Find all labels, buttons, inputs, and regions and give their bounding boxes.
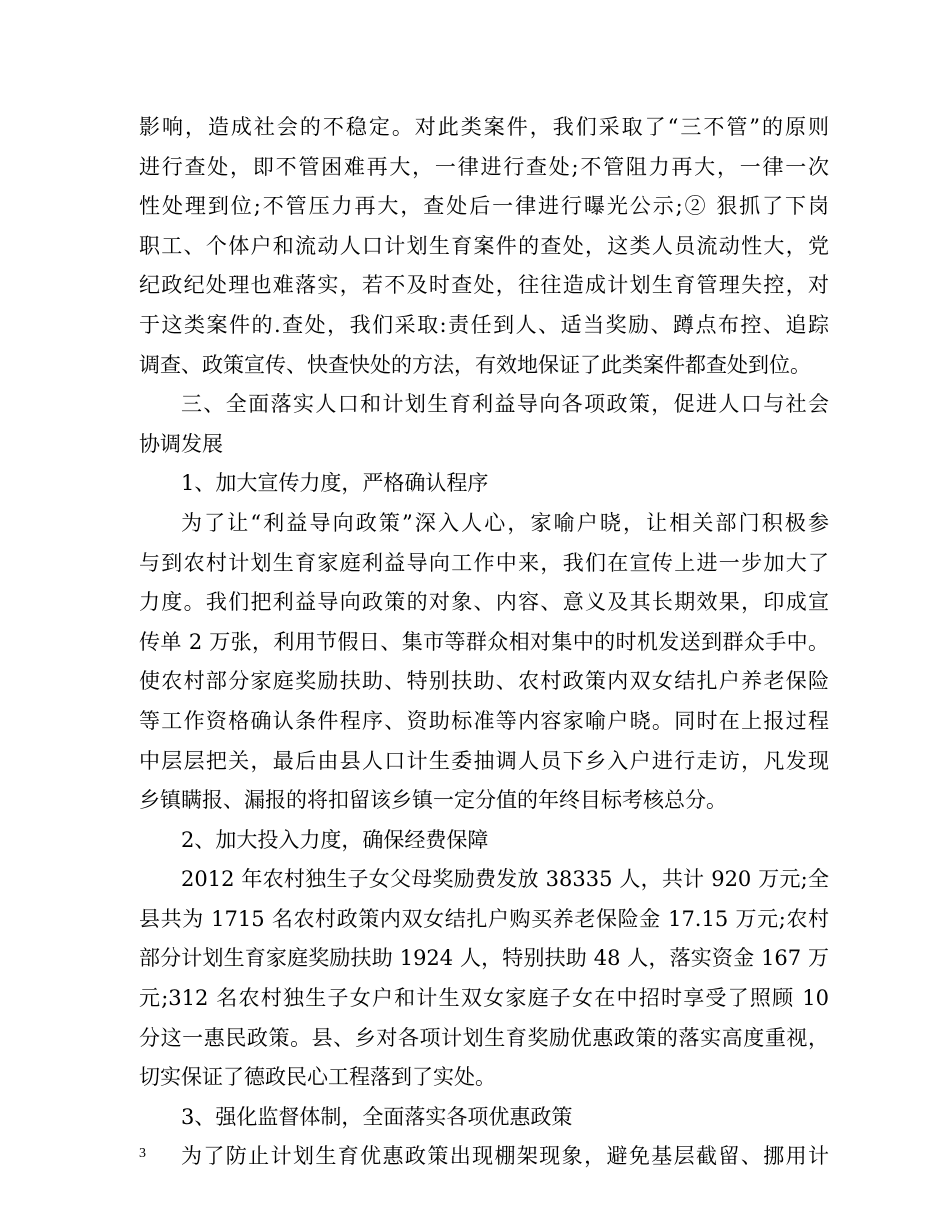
text-line: 纪政纪处理也难落实，若不及时查处，往往造成计划生育管理失控，对 <box>139 273 829 298</box>
text-line: 与到农村计划生育家庭利益导向工作中来，我们在宣传上进一步加大了 <box>139 550 829 575</box>
text-line: 2、加大投入力度，确保经费保障 <box>181 827 489 852</box>
text-line: 部分计划生育家庭奖励扶助 1924 人，特别扶助 48 人，落实资金 167 万 <box>139 946 829 971</box>
text-line: 县共为 1715 名农村政策内双女结扎户购买养老保险金 17.15 万元;农村 <box>139 906 829 931</box>
text-line: 中层层把关，最后由县人口计生委抽调人员下乡入户进行走访，凡发现 <box>139 748 829 773</box>
text-line: 调查、政策宣传、快查快处的方法，有效地保证了此类案件都查处到位。 <box>139 352 811 377</box>
text-line: 使农村部分家庭奖励扶助、特别扶助、农村政策内双女结扎户养老保险 <box>139 669 829 694</box>
text-line: 1、加大宣传力度，严格确认程序 <box>181 471 489 496</box>
text-line: 为了防止计划生育优惠政策出现棚架现象，避免基层截留、挪用计 <box>181 1144 829 1169</box>
text-line: 切实保证了德政民心工程落到了实处。 <box>139 1065 496 1090</box>
text-line: 职工、个体户和流动人口计划生育案件的查处，这类人员流动性大，党 <box>139 233 829 258</box>
text-line: 等工作资格确认条件程序、资助标准等内容家喻户晓。同时在上报过程 <box>139 708 829 733</box>
text-line: 3、强化监督体制，全面落实各项优惠政策 <box>181 1104 573 1129</box>
text-line: 力度。我们把利益导向政策的对象、内容、意义及其长期效果，印成宣 <box>139 590 829 615</box>
text-line: 性处理到位;不管压力再大，查处后一律进行曝光公示;② 狠抓了下岗 <box>139 194 829 219</box>
text-line: 乡镇瞒报、漏报的将扣留该乡镇一定分值的年终目标考核总分。 <box>139 788 727 813</box>
text-line: 2012 年农村独生子女父母奖励费发放 38335 人，共计 920 万元;全 <box>181 867 829 892</box>
text-line: 协调发展 <box>139 431 223 456</box>
text-line: 传单 2 万张，利用节假日、集市等群众相对集中的时机发送到群众手中。 <box>139 629 829 654</box>
text-line: 三、全面落实人口和计划生育利益导向各项政策，促进人口与社会 <box>181 392 829 417</box>
page-number: 3 <box>139 1146 146 1161</box>
text-line: 分这一惠民政策。县、乡对各项计划生育奖励优惠政策的落实高度重视， <box>139 1025 829 1050</box>
document-body <box>139 108 829 1177</box>
text-line: 进行查处，即不管困难再大，一律进行查处;不管阻力再大，一律一次 <box>139 154 829 179</box>
text-line: 为了让“利益导向政策”深入人心，家喻户晓，让相关部门积极参 <box>181 510 829 535</box>
text-line: 影响，造成社会的不稳定。对此类案件，我们采取了“三不管”的原则 <box>139 115 829 139</box>
text-line: 于这类案件的.查处，我们采取:责任到人、适当奖励、蹲点布控、追踪 <box>139 312 829 337</box>
text-line: 元;312 名农村独生子女户和计生双女家庭子女在中招时享受了照顾 10 <box>139 986 829 1011</box>
